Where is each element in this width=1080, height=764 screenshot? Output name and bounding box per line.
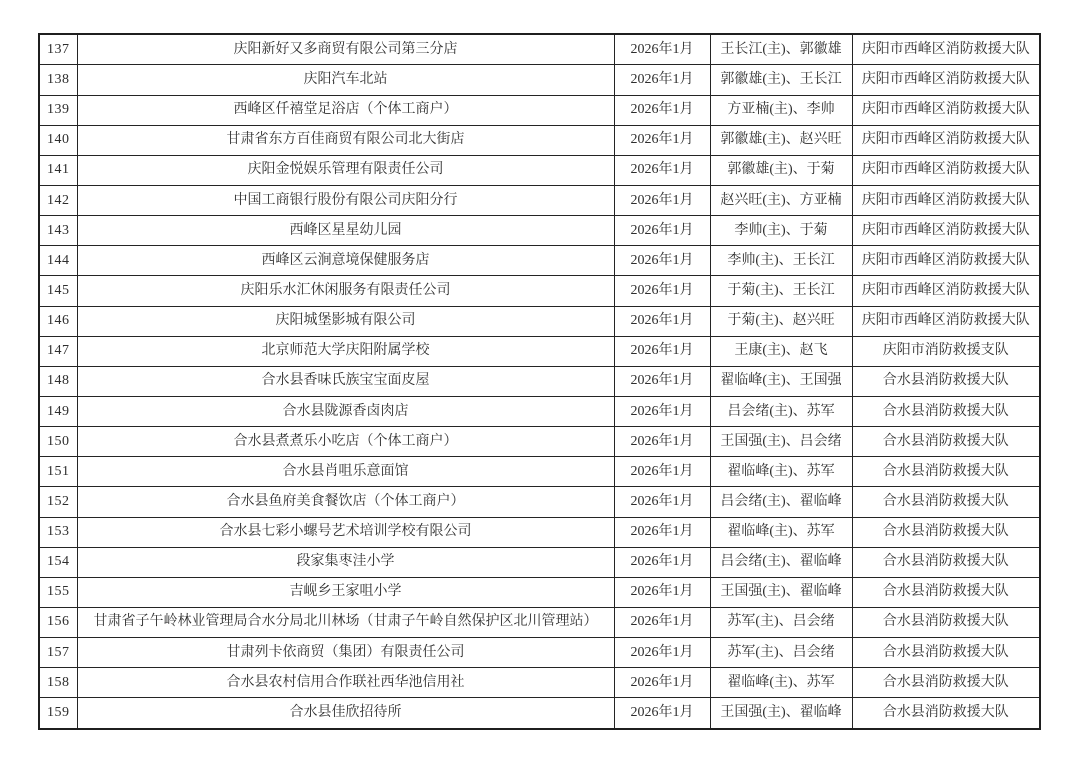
cell-responsible-unit: 合水县消防救援大队: [852, 396, 1040, 426]
cell-responsible-unit: 庆阳市西峰区消防救援大队: [852, 276, 1040, 306]
cell-check-date: 2026年1月: [614, 65, 710, 95]
cell-inspectors: 郭徽雄(主)、王长江: [710, 65, 852, 95]
cell-check-date: 2026年1月: [614, 95, 710, 125]
cell-unit-name: 北京师范大学庆阳附属学校: [77, 336, 614, 366]
cell-responsible-unit: 庆阳市西峰区消防救援大队: [852, 95, 1040, 125]
cell-check-date: 2026年1月: [614, 638, 710, 668]
cell-unit-name: 庆阳乐水汇休闲服务有限责任公司: [77, 276, 614, 306]
cell-check-date: 2026年1月: [614, 517, 710, 547]
cell-unit-name: 甘肃列卡依商贸（集团）有限责任公司: [77, 638, 614, 668]
table-row: [39, 698, 1040, 729]
cell-check-date: 2026年1月: [614, 216, 710, 246]
table-row: [39, 186, 1040, 216]
cell-check-date: 2026年1月: [614, 577, 710, 607]
cell-responsible-unit: 庆阳市西峰区消防救援大队: [852, 34, 1040, 65]
cell-responsible-unit: 合水县消防救援大队: [852, 607, 1040, 637]
table-row: [39, 607, 1040, 637]
cell-inspectors: 王长江(主)、郭徽雄: [710, 34, 852, 65]
cell-responsible-unit: 合水县消防救援大队: [852, 487, 1040, 517]
cell-inspectors: 苏军(主)、吕会绪: [710, 607, 852, 637]
cell-inspectors: 方亚楠(主)、李帅: [710, 95, 852, 125]
cell-responsible-unit: 合水县消防救援大队: [852, 366, 1040, 396]
cell-unit-name: 西峰区仟禧堂足浴店（个体工商户）: [77, 95, 614, 125]
cell-check-date: 2026年1月: [614, 125, 710, 155]
cell-row-number: 150: [39, 427, 77, 457]
table-row: [39, 246, 1040, 276]
cell-inspectors: 吕会绪(主)、翟临峰: [710, 487, 852, 517]
cell-row-number: 158: [39, 668, 77, 698]
cell-unit-name: 合水县七彩小螺号艺术培训学校有限公司: [77, 517, 614, 547]
cell-responsible-unit: 庆阳市西峰区消防救援大队: [852, 155, 1040, 185]
cell-check-date: 2026年1月: [614, 668, 710, 698]
cell-inspectors: 王国强(主)、翟临峰: [710, 577, 852, 607]
cell-responsible-unit: 庆阳市消防救援支队: [852, 336, 1040, 366]
cell-unit-name: 甘肃省东方百佳商贸有限公司北大街店: [77, 125, 614, 155]
cell-inspectors: 翟临峰(主)、苏军: [710, 668, 852, 698]
table-row: [39, 306, 1040, 336]
table-row: [39, 336, 1040, 366]
cell-responsible-unit: 合水县消防救援大队: [852, 457, 1040, 487]
cell-check-date: 2026年1月: [614, 698, 710, 729]
cell-inspectors: 王康(主)、赵飞: [710, 336, 852, 366]
cell-unit-name: 庆阳新好又多商贸有限公司第三分店: [77, 34, 614, 65]
table-row: [39, 547, 1040, 577]
cell-unit-name: 吉岘乡王家咀小学: [77, 577, 614, 607]
table-row: [39, 216, 1040, 246]
table-row: [39, 396, 1040, 426]
cell-unit-name: 庆阳金悦娱乐管理有限责任公司: [77, 155, 614, 185]
table-row: [39, 668, 1040, 698]
cell-row-number: 145: [39, 276, 77, 306]
cell-row-number: 146: [39, 306, 77, 336]
cell-inspectors: 吕会绪(主)、苏军: [710, 396, 852, 426]
cell-check-date: 2026年1月: [614, 457, 710, 487]
cell-row-number: 143: [39, 216, 77, 246]
cell-responsible-unit: 庆阳市西峰区消防救援大队: [852, 306, 1040, 336]
cell-inspectors: 吕会绪(主)、翟临峰: [710, 547, 852, 577]
cell-row-number: 156: [39, 607, 77, 637]
cell-responsible-unit: 庆阳市西峰区消防救援大队: [852, 246, 1040, 276]
cell-row-number: 142: [39, 186, 77, 216]
cell-check-date: 2026年1月: [614, 186, 710, 216]
cell-inspectors: 李帅(主)、王长江: [710, 246, 852, 276]
cell-unit-name: 合水县农村信用合作联社西华池信用社: [77, 668, 614, 698]
cell-check-date: 2026年1月: [614, 607, 710, 637]
table-row: [39, 34, 1040, 65]
cell-check-date: 2026年1月: [614, 276, 710, 306]
cell-row-number: 141: [39, 155, 77, 185]
cell-inspectors: 郭徽雄(主)、赵兴旺: [710, 125, 852, 155]
cell-inspectors: 于菊(主)、王长江: [710, 276, 852, 306]
cell-unit-name: 合水县肖咀乐意面馆: [77, 457, 614, 487]
cell-unit-name: 合水县陇源香卤肉店: [77, 396, 614, 426]
table-row: [39, 487, 1040, 517]
table-row: [39, 638, 1040, 668]
table-row: [39, 65, 1040, 95]
cell-inspectors: 赵兴旺(主)、方亚楠: [710, 186, 852, 216]
cell-check-date: 2026年1月: [614, 336, 710, 366]
table-row: [39, 517, 1040, 547]
table-row: [39, 125, 1040, 155]
cell-responsible-unit: 庆阳市西峰区消防救援大队: [852, 65, 1040, 95]
cell-unit-name: 合水县香味氏族宝宝面皮屋: [77, 366, 614, 396]
table-row: [39, 155, 1040, 185]
cell-responsible-unit: 合水县消防救援大队: [852, 547, 1040, 577]
cell-check-date: 2026年1月: [614, 246, 710, 276]
cell-check-date: 2026年1月: [614, 396, 710, 426]
cell-unit-name: 庆阳城堡影城有限公司: [77, 306, 614, 336]
cell-row-number: 157: [39, 638, 77, 668]
cell-check-date: 2026年1月: [614, 547, 710, 577]
cell-unit-name: 合水县佳欣招待所: [77, 698, 614, 729]
cell-row-number: 151: [39, 457, 77, 487]
table-row: [39, 577, 1040, 607]
cell-row-number: 159: [39, 698, 77, 729]
cell-responsible-unit: 庆阳市西峰区消防救援大队: [852, 125, 1040, 155]
cell-responsible-unit: 合水县消防救援大队: [852, 638, 1040, 668]
table-row: [39, 427, 1040, 457]
table-row: [39, 457, 1040, 487]
table-row: [39, 95, 1040, 125]
cell-row-number: 155: [39, 577, 77, 607]
cell-row-number: 137: [39, 34, 77, 65]
inspection-records-table: [38, 33, 1041, 730]
cell-check-date: 2026年1月: [614, 427, 710, 457]
cell-row-number: 139: [39, 95, 77, 125]
cell-unit-name: 庆阳汽车北站: [77, 65, 614, 95]
cell-inspectors: 苏军(主)、吕会绪: [710, 638, 852, 668]
cell-row-number: 153: [39, 517, 77, 547]
cell-inspectors: 李帅(主)、于菊: [710, 216, 852, 246]
cell-check-date: 2026年1月: [614, 155, 710, 185]
cell-inspectors: 郭徽雄(主)、于菊: [710, 155, 852, 185]
cell-responsible-unit: 合水县消防救援大队: [852, 577, 1040, 607]
cell-unit-name: 中国工商银行股份有限公司庆阳分行: [77, 186, 614, 216]
cell-unit-name: 段家集枣洼小学: [77, 547, 614, 577]
cell-responsible-unit: 合水县消防救援大队: [852, 427, 1040, 457]
cell-inspectors: 翟临峰(主)、王国强: [710, 366, 852, 396]
cell-row-number: 147: [39, 336, 77, 366]
cell-check-date: 2026年1月: [614, 34, 710, 65]
cell-row-number: 148: [39, 366, 77, 396]
cell-row-number: 140: [39, 125, 77, 155]
cell-check-date: 2026年1月: [614, 366, 710, 396]
cell-inspectors: 于菊(主)、赵兴旺: [710, 306, 852, 336]
cell-row-number: 152: [39, 487, 77, 517]
cell-responsible-unit: 庆阳市西峰区消防救援大队: [852, 216, 1040, 246]
cell-inspectors: 翟临峰(主)、苏军: [710, 517, 852, 547]
table-row: [39, 276, 1040, 306]
cell-responsible-unit: 合水县消防救援大队: [852, 668, 1040, 698]
cell-unit-name: 甘肃省子午岭林业管理局合水分局北川林场（甘肃子午岭自然保护区北川管理站）: [77, 607, 614, 637]
cell-unit-name: 西峰区云涧意境保健服务店: [77, 246, 614, 276]
cell-responsible-unit: 合水县消防救援大队: [852, 517, 1040, 547]
cell-inspectors: 王国强(主)、翟临峰: [710, 698, 852, 729]
cell-unit-name: 合水县鱼府美食餐饮店（个体工商户）: [77, 487, 614, 517]
cell-unit-name: 合水县煮煮乐小吃店（个体工商户）: [77, 427, 614, 457]
cell-row-number: 149: [39, 396, 77, 426]
cell-check-date: 2026年1月: [614, 487, 710, 517]
cell-row-number: 138: [39, 65, 77, 95]
table-row: [39, 366, 1040, 396]
table-body: [39, 34, 1040, 729]
cell-responsible-unit: 庆阳市西峰区消防救援大队: [852, 186, 1040, 216]
cell-unit-name: 西峰区星星幼儿园: [77, 216, 614, 246]
cell-inspectors: 王国强(主)、吕会绪: [710, 427, 852, 457]
cell-responsible-unit: 合水县消防救援大队: [852, 698, 1040, 729]
cell-inspectors: 翟临峰(主)、苏军: [710, 457, 852, 487]
cell-check-date: 2026年1月: [614, 306, 710, 336]
cell-row-number: 144: [39, 246, 77, 276]
cell-row-number: 154: [39, 547, 77, 577]
